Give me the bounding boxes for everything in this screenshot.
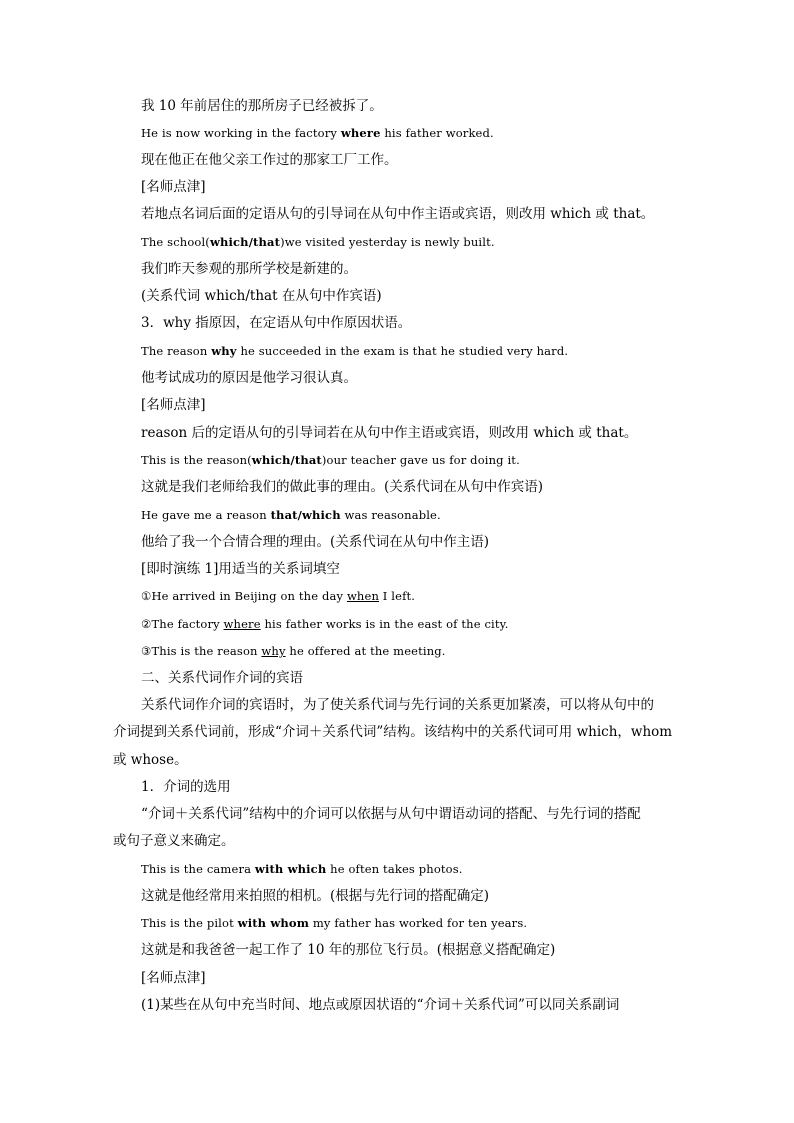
text-line: 这就是和我爸爸一起工作了 10 年的那位飞行员。(根据意义搭配确定) [141,942,556,958]
keyword: with which [254,862,327,876]
text-line: 我们昨天参观的那所学校是新建的。 [141,261,357,277]
text-line: 他考试成功的原因是他学习很认真。 [141,370,357,386]
keyword: where [340,126,381,140]
text-line: reason 后的定语从句的引导词若在从句中作主语或宾语，则改用 which 或 that。 [141,425,638,441]
text-line: 我 10 年前居住的那所房子已经被拆了。 [141,98,383,114]
text-line: 他给了我一个合情合理的理由。(关系代词在从句中作主语) [141,534,490,550]
exercise-item [141,642,446,660]
text-line: (关系代词 which/that 在从句中作宾语) [141,288,382,304]
text-line: 关系代词作介词的宾语时，为了使关系代词与先行词的关系更加紧凑，可以将从句中的 [141,697,654,713]
section-tag: [名师点津] [141,397,206,413]
section-tag: [名师点津] [141,179,206,195]
text-segment: he offered at the meeting. [285,644,446,658]
text-segment: ③This is the reason [141,644,262,658]
text-segment: he often takes photos. [326,862,463,876]
answer-blank: why [261,644,286,658]
keyword: why [211,344,237,358]
keyword: that/which [270,508,341,522]
text-line: “介词＋关系代词”结构中的介词可以依据与从句中谓语动词的搭配、与先行词的搭配 [141,806,641,822]
answer-blank: where [223,617,261,631]
text-segment: he succeeded in the exam is that he studied very hard. [236,344,569,358]
text-segment: He is now working in the factory [141,126,341,140]
answer-blank: when [346,589,379,603]
example-line [141,914,527,932]
text-segment: The school( [141,235,210,249]
text-segment: The reason [141,344,212,358]
exercise-heading: [即时演练 1]用适当的关系词填空 [141,561,340,577]
example-line [141,342,568,360]
text-segment: his father works is in the east of the city. [260,617,509,631]
text-line: 这就是我们老师给我们的做此事的理由。(关系代词在从句中作宾语) [141,479,544,495]
text-segment: my father has worked for ten years. [309,916,528,930]
text-segment: )our teacher gave us for doing it. [321,453,520,467]
text-segment: This is the reason( [141,453,252,467]
section-tag: [名师点津] [141,970,206,986]
text-line: 或句子意义来确定。 [113,833,235,849]
text-line: 介词提到关系代词前，形成“介词＋关系代词”结构。该结构中的关系代词可用 which，whom [113,724,673,740]
text-segment: ①He arrived in Beijing on the day [141,589,347,603]
text-segment: He gave me a reason [141,508,271,522]
example-line [141,451,520,469]
text-segment: This is the pilot [141,916,238,930]
keyword: which/that [209,235,281,249]
text-segment: ②The factory [141,617,224,631]
keyword: with whom [237,916,310,930]
example-line [141,860,463,878]
text-line: 这就是他经常用来拍照的相机。(根据与先行词的搭配确定) [141,888,490,904]
text-line: 或 whose。 [113,752,188,768]
text-line: (1)某些在从句中充当时间、地点或原因状语的“介词＋关系代词”可以同关系副词 [141,997,620,1013]
example-line [141,233,495,251]
exercise-item [141,587,415,605]
example-line [141,506,441,524]
text-line: 现在他正在他父亲工作过的那家工厂工作。 [141,152,398,168]
text-segment: was reasonable. [340,508,441,522]
example-line [141,124,494,142]
section-heading: 二、关系代词作介词的宾语 [141,670,303,686]
keyword: which/that [251,453,322,467]
exercise-item [141,615,509,633]
text-segment: his father worked. [380,126,494,140]
subsection-heading: 1．介词的选用 [141,779,231,795]
text-segment: I left. [379,589,416,603]
text-line: 3．why 指原因，在定语从句中作原因状语。 [141,315,412,331]
text-segment: This is the camera [141,862,255,876]
text-line: 若地点名词后面的定语从句的引导词在从句中作主语或宾语，则改用 which 或 that。 [141,206,655,222]
text-segment: )we visited yesterday is newly built. [280,235,495,249]
